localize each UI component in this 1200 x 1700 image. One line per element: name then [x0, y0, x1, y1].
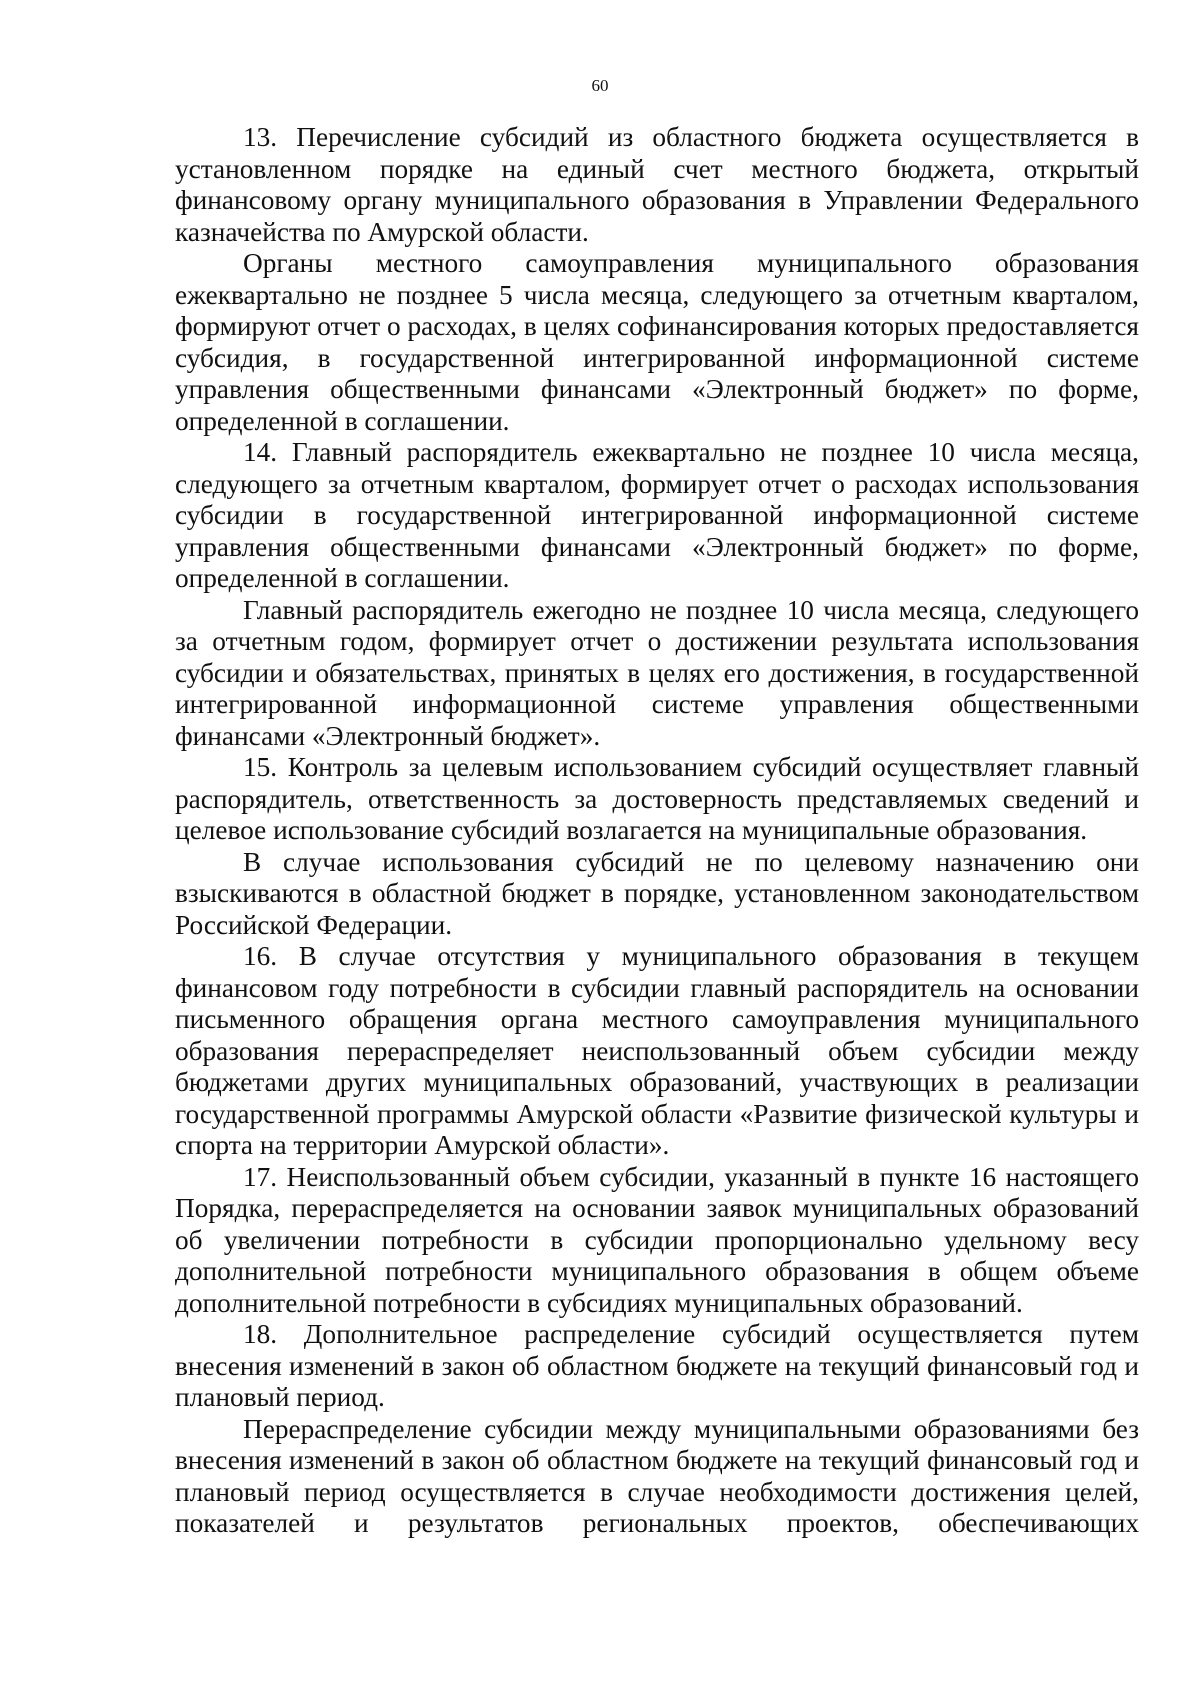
- document-body: [175, 122, 1139, 1540]
- paragraph-redistribution-without-law-change: Перераспределение субсидии между муниципальными образованиями без внесения изменений в закон об областном бюджете на текущий финансовый год и плановый период осуществляется в случае необходимости достижения целей, показателей и результатов региональных проектов, обеспечивающих: [175, 1413, 1139, 1538]
- paragraph-15-control: 15. Контроль за целевым использованием субсидий осуществляет главный распорядитель, ответственность за достоверность представляемых сведений и целевое использование субсидий возлагается на муниципальные образования.: [175, 752, 1139, 845]
- paragraph-local-report: Органы местного самоуправления муниципального образования ежеквартально не позднее 5 числа месяца, следующего за отчетным кварталом, формируют отчет о расходах, в целях софинансирования которых предоставляется субсидия, в государственной интегрированной информационной системе управления общественными финансами «Электронный бюджет» по форме, определенной в соглашении.: [175, 248, 1139, 436]
- page-number: 60: [591, 76, 609, 95]
- paragraph-misuse-recovery: В случае использования субсидий не по целевому назначению они взыскиваются в областной бюджет в порядке, установленном законодательством Российской Федерации.: [175, 846, 1139, 940]
- paragraph-14-quarterly-report: 14. Главный распорядитель ежеквартально не позднее 10 числа месяца, следующего за отчетным кварталом, формирует отчет о расходах использования субсидии в государственной интегрированной информационной системе управления общественными финансами «Электронный бюджет» по форме, определенной в соглашении.: [175, 437, 1139, 593]
- paragraph-annual-report: Главный распорядитель ежегодно не позднее 10 числа месяца, следующего за отчетным годом, формирует отчет о достижении результата использования субсидии и обязательствах, принятых в целях его достижения, в государственной интегрированной информационной системе управления общественными финансами «Электронный бюджет».: [175, 594, 1139, 751]
- paragraph-17-unused-volume: 17. Неиспользованный объем субсидии, указанный в пункте 16 настоящего Порядка, перераспределяется на основании заявок муниципальных образований об увеличении потребности в субсидии пропорционально удельному весу дополнительной потребности муниципального образования в общем объеме дополнительной потребности в субсидиях муниципальных образований.: [175, 1161, 1139, 1318]
- paragraph-16-redistribution: 16. В случае отсутствия у муниципального образования в текущем финансовом году потребности в субсидии главный распорядитель на основании письменного обращения органа местного самоуправления муниципального образования перераспределяет неиспользованный объем субсидии между бюджетами других муниципальных образований, участвующих в реализации государственной программы Амурской области «Развитие физической культуры и спорта на территории Амурской области».: [175, 941, 1139, 1160]
- paragraph-18-additional-distribution: 18. Дополнительное распределение субсидий осуществляется путем внесения изменений в закон об областном бюджете на текущий финансовый год и плановый период.: [175, 1319, 1139, 1412]
- paragraph-13-transfer: 13. Перечисление субсидий из областного бюджета осуществляется в установленном порядке на единый счет местного бюджета, открытый финансовому органу муниципального образования в Управлении Федерального казначейства по Амурской области.: [175, 122, 1139, 247]
